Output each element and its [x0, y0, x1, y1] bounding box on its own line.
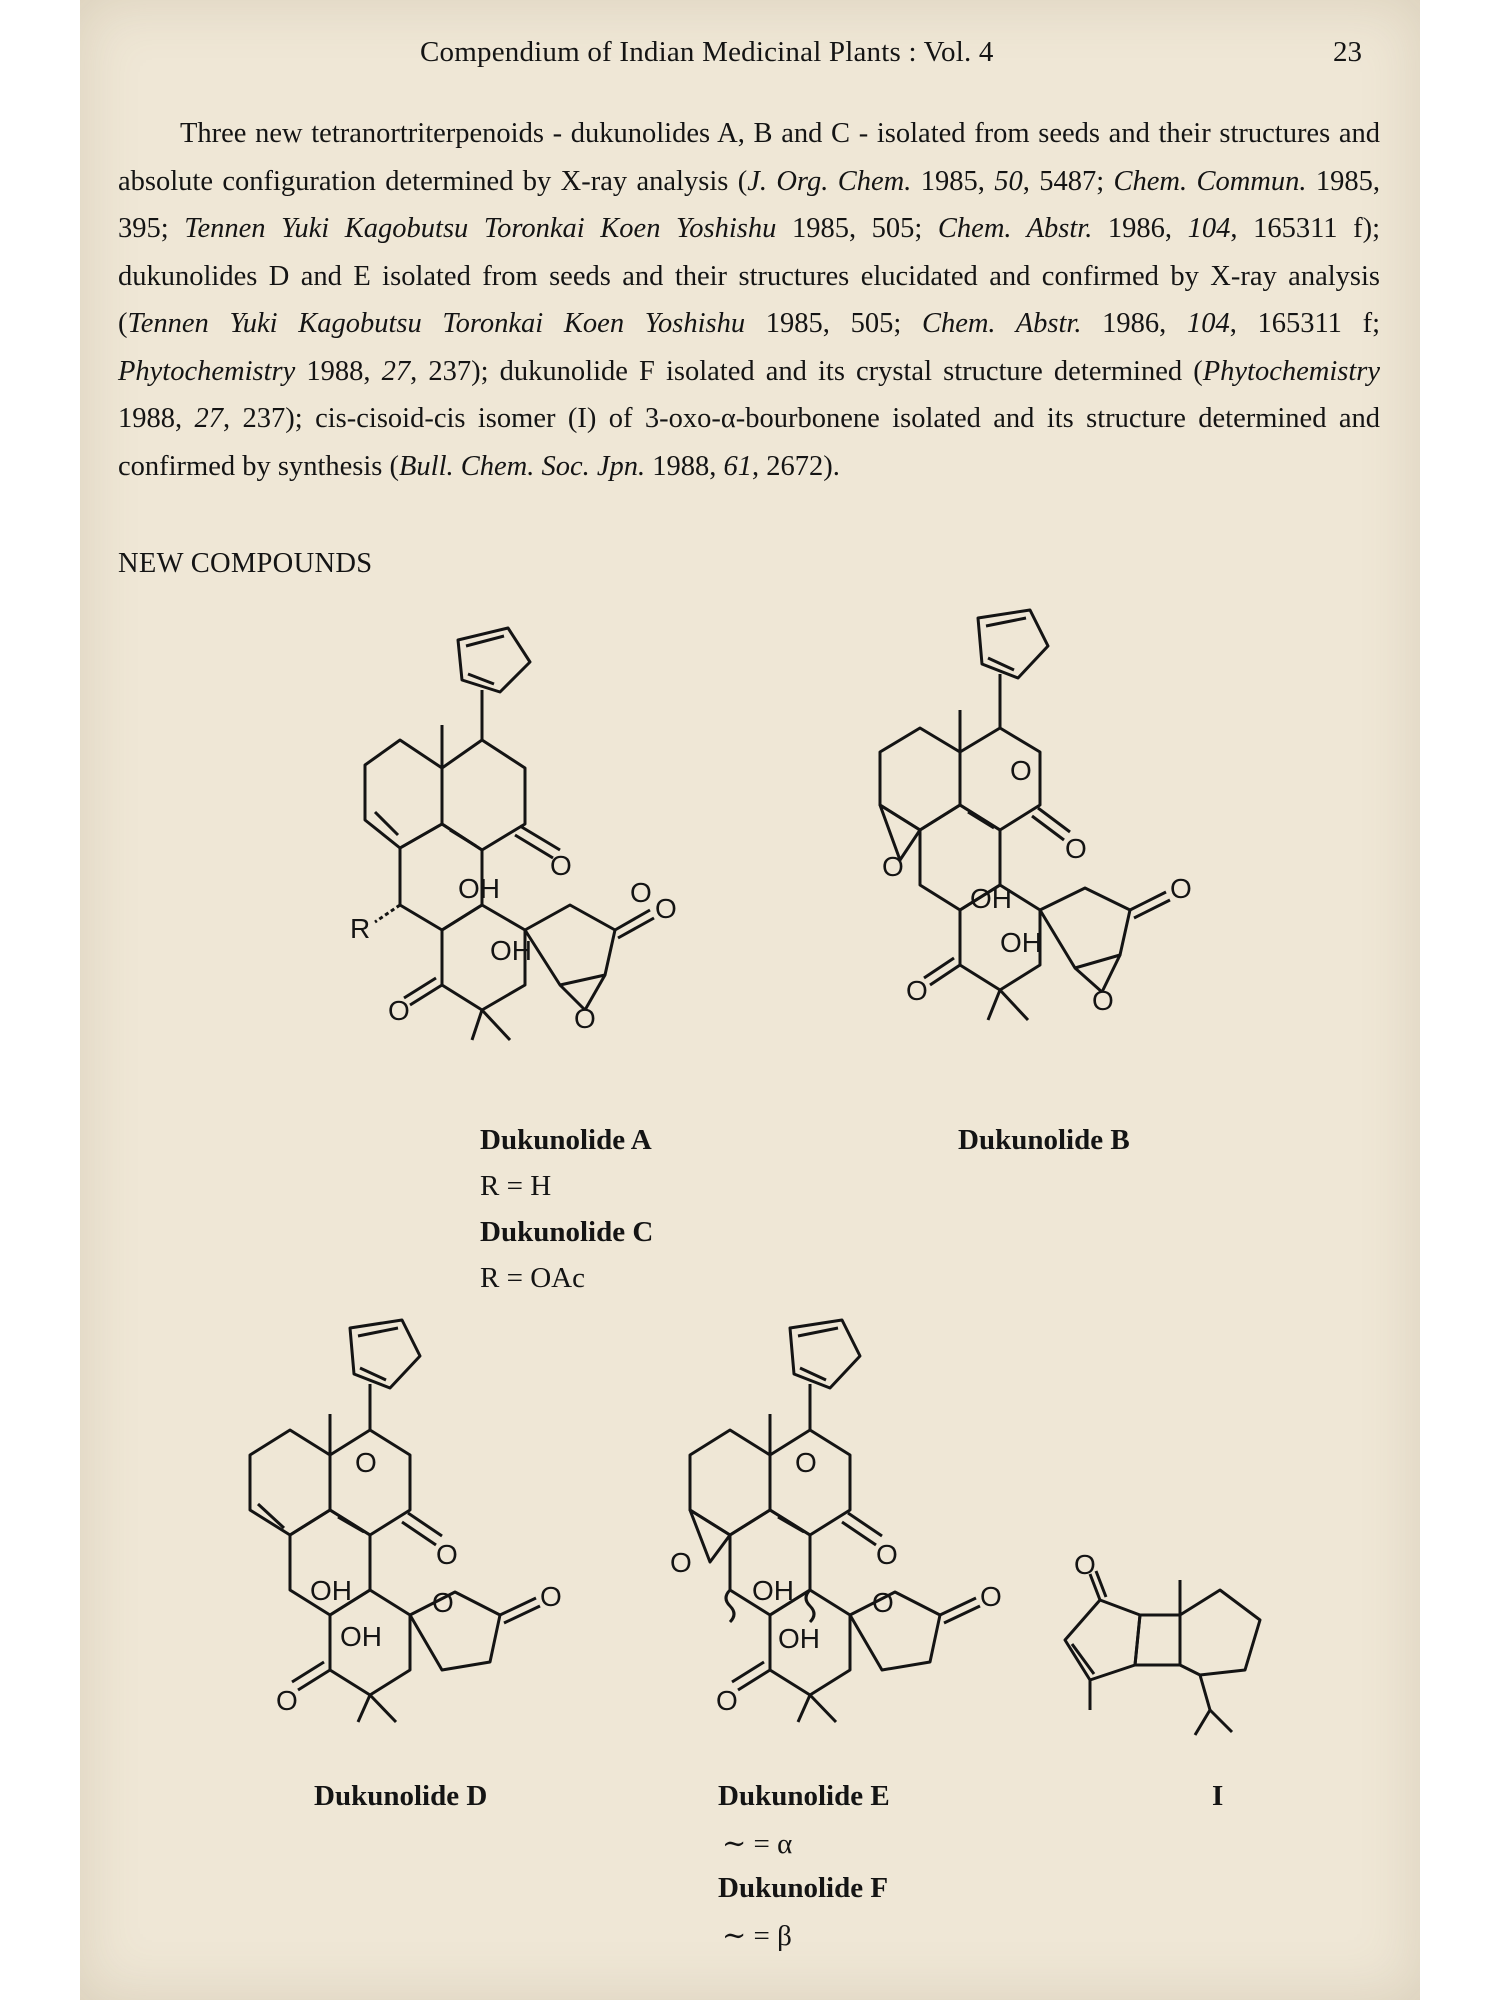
citation-journal: Tennen Yuki Kagobutsu Toronkai Koen Yoshishu — [184, 213, 777, 244]
cyclopentenone-ring — [1065, 1600, 1140, 1680]
label-dukunolide-c: Dukunolide C — [480, 1216, 654, 1248]
atom-label-o: O — [540, 1581, 562, 1612]
structure-dukunolide-b — [870, 600, 1250, 1100]
r-bond — [375, 905, 400, 922]
text-run: 1985, 395; — [118, 165, 1381, 244]
substituent-dukunolide-c: R = OAc — [480, 1262, 585, 1294]
citation-volume: 104 — [1187, 213, 1231, 244]
citation-journal: Phytochemistry — [118, 355, 296, 387]
atom-label-o: O — [906, 975, 928, 1006]
label-dukunolide-b: Dukunolide B — [958, 1124, 1130, 1156]
citation-volume: 61 — [723, 450, 753, 482]
epoxide-ring — [690, 1510, 730, 1562]
atom-label-o: O — [1092, 985, 1114, 1016]
atom-label-o: O — [1074, 1549, 1096, 1580]
atom-label-o: O — [574, 1003, 596, 1034]
dukunolide-e-diagram — [640, 1310, 1040, 1780]
cyclohexane-ring — [880, 728, 960, 830]
text-run: 1988, — [645, 450, 724, 482]
atom-label-o: O — [550, 850, 572, 881]
text-run: , 165311 f); dukunolides D and E isolated from seeds and their structures elucidated and confirmed by X-ray analysis ( — [118, 213, 1381, 339]
atom-label-o: O — [655, 893, 677, 924]
structure-compound-i — [1060, 1549, 1300, 1760]
atom-label-o: O — [1170, 873, 1192, 904]
citation-journal: Chem. Commun. — [1113, 165, 1307, 197]
dukunolide-a-diagram — [350, 600, 730, 1100]
citation-journal: J. Org. Chem. — [747, 165, 912, 197]
text-run: , 165311 f; — [1229, 308, 1381, 339]
wavy-bond — [806, 1590, 814, 1622]
label-dukunolide-d: Dukunolide D — [314, 1780, 488, 1812]
text-run: 1988, — [295, 355, 382, 387]
text-run: 1986, — [1092, 213, 1188, 244]
atom-label-oh: OH — [778, 1623, 820, 1654]
dukunolide-b-diagram — [870, 600, 1250, 1100]
lactone-ring-d — [410, 1592, 500, 1670]
stereo-note-alpha: ∼ = α — [722, 1828, 793, 1860]
running-title: Compendium of Indian Medicinal Plants : Vol. 4 — [420, 36, 994, 68]
cyclopentane-ring — [1180, 1590, 1260, 1675]
label-dukunolide-f: Dukunolide F — [718, 1872, 889, 1904]
citation-volume: 50 — [994, 165, 1023, 197]
citation-volume: 104 — [1186, 308, 1230, 339]
atom-label-o: O — [795, 1447, 817, 1478]
cyclobutane-ring — [1135, 1615, 1180, 1665]
citation-journal: Chem. Abstr. — [937, 213, 1093, 244]
lactone-carbonyl — [615, 910, 650, 930]
epoxy-lactone-ring — [1040, 888, 1130, 968]
page-number: 23 — [1333, 36, 1362, 68]
atom-label-o: O — [716, 1685, 738, 1716]
citation-journal: Bull. Chem. Soc. Jpn. — [399, 450, 646, 482]
dukunolide-d-diagram — [210, 1310, 590, 1780]
atom-label-r: R — [350, 913, 371, 944]
stereo-note-beta: ∼ = β — [722, 1920, 792, 1952]
structure-dukunolide-e — [640, 1310, 1040, 1780]
running-header — [80, 36, 1420, 76]
atom-label-oh: OH — [490, 935, 532, 966]
structure-dukunolide-a — [350, 600, 730, 1100]
text-run: 1985, 505; — [745, 308, 922, 339]
text-run: , 5487; — [1022, 165, 1114, 197]
atom-label-o: O — [1010, 755, 1032, 786]
compound-i-diagram — [1060, 1549, 1300, 1760]
atom-label-o: O — [872, 1587, 894, 1618]
section-heading: NEW COMPOUNDS — [118, 548, 373, 579]
atom-label-oh: OH — [340, 1621, 382, 1652]
atom-label-o: O — [882, 851, 904, 882]
label-dukunolide-a: Dukunolide A — [480, 1124, 652, 1156]
text-run: 1985, — [911, 165, 995, 197]
atom-label-oh: OH — [1000, 927, 1042, 958]
atom-label-o: O — [670, 1547, 692, 1578]
lactone-ring-e — [850, 1592, 940, 1670]
atom-label-o: O — [276, 1685, 298, 1716]
wavy-bond — [726, 1590, 734, 1622]
text-run: 1986, — [1081, 308, 1187, 339]
paragraph-text — [118, 110, 1380, 490]
text-run: 1985, 505; — [776, 213, 938, 244]
ketone-bond — [410, 985, 442, 1005]
text-run: 1988, — [118, 403, 195, 434]
body-paragraph — [118, 110, 1380, 490]
atom-label-o: O — [980, 1581, 1002, 1612]
epoxy-lactone-ring — [525, 905, 615, 985]
text-run: , 237); dukunolide F isolated and its crystal structure determined ( — [410, 355, 1203, 387]
atom-label-oh: OH — [752, 1575, 794, 1606]
structure-dukunolide-d — [210, 1310, 590, 1780]
atom-label-o: O — [355, 1447, 377, 1478]
citation-journal: Chem. Abstr. — [921, 308, 1082, 339]
carbonyl-bond — [520, 826, 560, 850]
citation-volume: 27 — [381, 355, 411, 387]
citation-journal: Tennen Yuki Kagobutsu Toronkai Koen Yoshishu — [127, 308, 746, 339]
citation-volume: 27 — [194, 403, 224, 434]
atom-label-o: O — [432, 1587, 454, 1618]
atom-label-oh: OH — [970, 883, 1012, 914]
atom-label-o: O — [630, 877, 652, 908]
atom-label-oh: OH — [458, 873, 500, 904]
label-compound-i: I — [1212, 1780, 1224, 1812]
label-dukunolide-e: Dukunolide E — [718, 1780, 890, 1812]
citation-journal: Phytochemistry — [1202, 355, 1380, 387]
atom-label-o: O — [436, 1539, 458, 1570]
substituent-dukunolide-a: R = H — [480, 1170, 552, 1202]
atom-label-o: O — [1065, 833, 1087, 864]
atom-label-o: O — [876, 1539, 898, 1570]
atom-label-oh: OH — [310, 1575, 352, 1606]
book-page — [80, 0, 1420, 2000]
text-run: , 2672). — [752, 450, 840, 482]
text-run: Three new tetranortriterpenoids - dukunolides A, B and C - isolated from seeds and their structures and absolute configuration determined by X-ray analysis ( — [118, 118, 1380, 197]
atom-label-o: O — [388, 995, 410, 1026]
text-run: , 237); cis-cisoid-cis isomer (I) of 3-oxo-α-bourbonene isolated and its structure determined and confirmed by synthesis ( — [118, 403, 1380, 482]
